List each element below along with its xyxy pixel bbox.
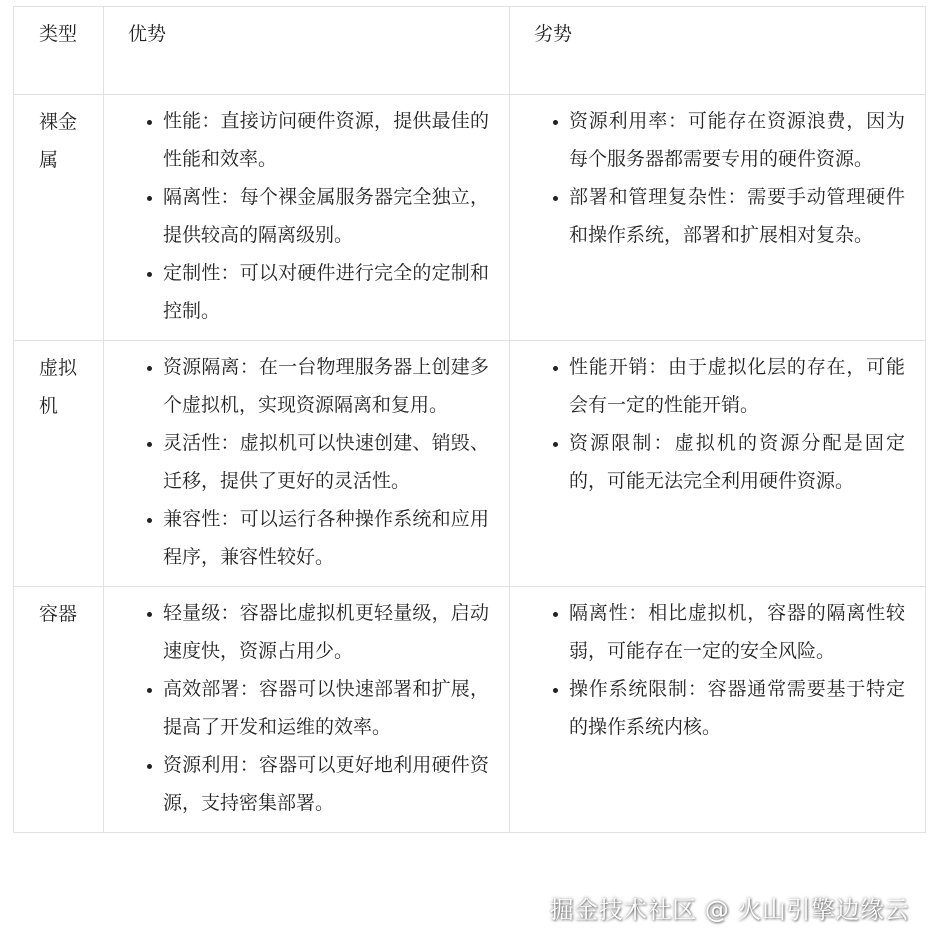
list-item: • 资源利用率：可能存在资源浪费，因为每个服务器都需要专用的硬件资源。 [569,102,905,178]
pros-list [104,341,509,586]
watermark: 掘金技术社区 @ 火山引擎边缘云 [549,896,909,924]
list-item: • 灵活性：虚拟机可以快速创建、销毁、迁移，提供了更好的灵活性。 [163,424,489,500]
header-pros: 优势 [104,7,510,95]
row-cons-container [510,587,926,833]
row-cons-vm [510,341,926,587]
list-item: • 资源隔离：在一台物理服务器上创建多个虚拟机，实现资源隔离和复用。 [163,348,489,424]
row-cons-bare-metal [510,95,926,341]
table-row-container [14,587,926,833]
row-type-container: 容器 [14,587,104,833]
list-item: • 兼容性：可以运行各种操作系统和应用程序，兼容性较好。 [163,500,489,576]
list-item: • 隔离性：每个裸金属服务器完全独立，提供较高的隔离级别。 [163,178,489,254]
table-row-bare-metal [14,95,926,341]
table-header-row [14,7,926,95]
cons-list [510,95,925,264]
list-item: • 性能开销：由于虚拟化层的存在，可能会有一定的性能开销。 [569,348,905,424]
cons-list [510,587,925,756]
row-type-bare-metal: 裸金属 [14,95,104,341]
row-pros-container [104,587,510,833]
list-item: • 部署和管理复杂性：需要手动管理硬件和操作系统，部署和扩展相对复杂。 [569,178,905,254]
list-item: • 轻量级：容器比虚拟机更轻量级，启动速度快，资源占用少。 [163,594,489,670]
comparison-table [13,6,926,833]
list-item: • 性能：直接访问硬件资源，提供最佳的性能和效率。 [163,102,489,178]
row-pros-vm [104,341,510,587]
header-type: 类型 [14,7,104,95]
list-item: • 资源利用：容器可以更好地利用硬件资源，支持密集部署。 [163,746,489,822]
header-cons: 劣势 [510,7,926,95]
cons-list [510,341,925,510]
list-item: • 高效部署：容器可以快速部署和扩展，提高了开发和运维的效率。 [163,670,489,746]
row-type-vm: 虚拟机 [14,341,104,587]
pros-list [104,587,509,832]
table-row-vm [14,341,926,587]
list-item: • 隔离性：相比虚拟机，容器的隔离性较弱，可能存在一定的安全风险。 [569,594,905,670]
pros-list [104,95,509,340]
row-pros-bare-metal [104,95,510,341]
list-item: • 定制性：可以对硬件进行完全的定制和控制。 [163,254,489,330]
list-item: • 资源限制：虚拟机的资源分配是固定的，可能无法完全利用硬件资源。 [569,424,905,500]
list-item: • 操作系统限制：容器通常需要基于特定的操作系统内核。 [569,670,905,746]
